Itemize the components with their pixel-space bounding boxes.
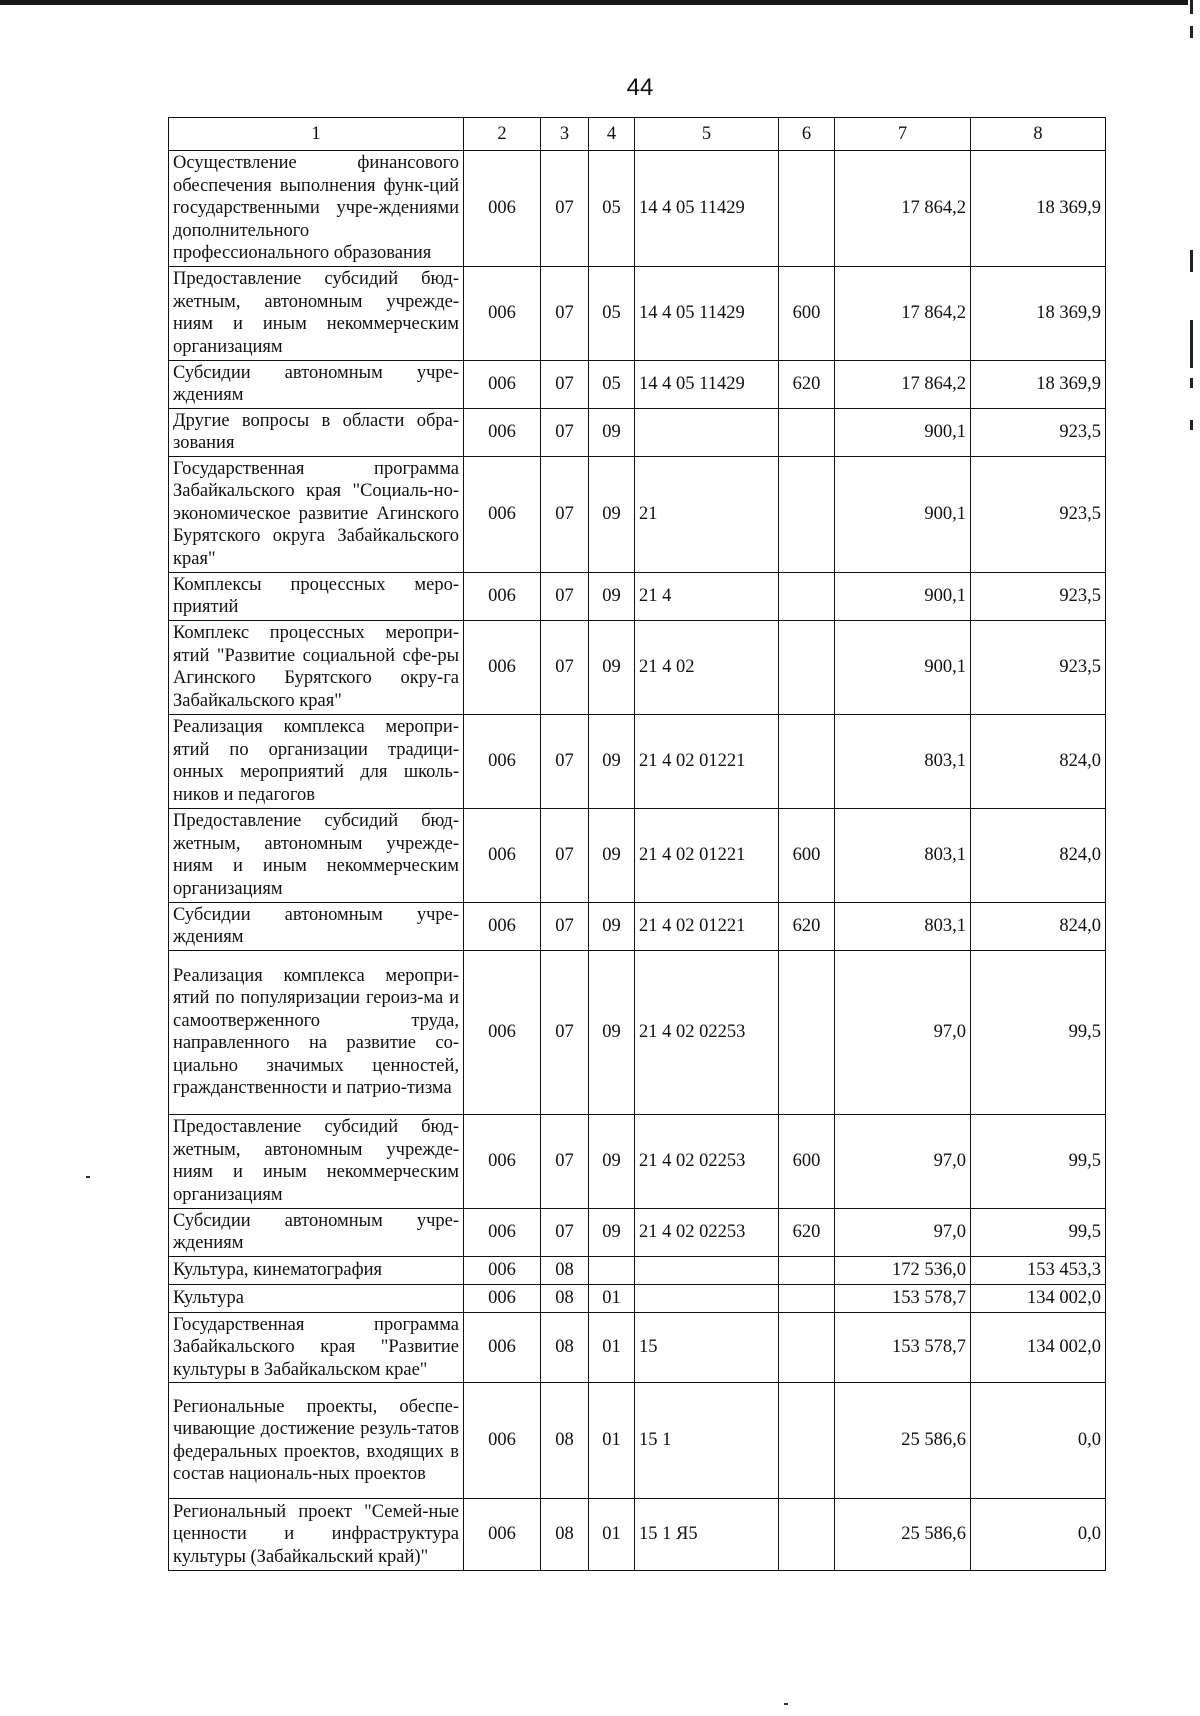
subsection-code: 01: [589, 1383, 635, 1499]
page-number: 44: [626, 74, 654, 101]
target-article-code: 14 4 05 11429: [635, 266, 779, 360]
ministry-code: 006: [464, 808, 541, 902]
expense-type-code: [779, 620, 835, 714]
amount-col-8: 923,5: [971, 456, 1106, 572]
table-row: [169, 1284, 1106, 1312]
row-name: Реализация комплекса меропри-ятий по популяризации героиз-ма и самоотверженного труда, направленного на развитие со-циально значимых ценностей, гражданственности и патрио-тизма: [169, 950, 464, 1114]
table-row: [169, 902, 1106, 950]
expense-type-code: 600: [779, 1114, 835, 1208]
ministry-code: 006: [464, 572, 541, 620]
subsection-code: 01: [589, 1499, 635, 1571]
ministry-code: 006: [464, 1312, 541, 1383]
expense-type-code: [779, 456, 835, 572]
section-code: 07: [541, 572, 589, 620]
amount-col-8: 824,0: [971, 808, 1106, 902]
column-header: 3: [541, 118, 589, 151]
table-row: [169, 950, 1106, 1114]
subsection-code: 09: [589, 1208, 635, 1256]
expense-type-code: 600: [779, 266, 835, 360]
section-code: 07: [541, 620, 589, 714]
expense-type-code: 620: [779, 902, 835, 950]
expense-type-code: 620: [779, 1208, 835, 1256]
section-code: 08: [541, 1284, 589, 1312]
target-article-code: 21 4 02 01221: [635, 902, 779, 950]
table-row: [169, 620, 1106, 714]
target-article-code: 15 1: [635, 1383, 779, 1499]
section-code: 08: [541, 1256, 589, 1284]
amount-col-7: 803,1: [835, 714, 971, 808]
amount-col-7: 900,1: [835, 620, 971, 714]
row-name: Субсидии автономным учре-ждениям: [169, 360, 464, 408]
section-code: 07: [541, 360, 589, 408]
expense-type-code: [779, 151, 835, 267]
section-code: 07: [541, 408, 589, 456]
ministry-code: 006: [464, 151, 541, 267]
amount-col-7: 900,1: [835, 408, 971, 456]
amount-col-8: 923,5: [971, 620, 1106, 714]
amount-col-7: 803,1: [835, 808, 971, 902]
table-row: [169, 572, 1106, 620]
table-row: [169, 1312, 1106, 1383]
expense-type-code: [779, 714, 835, 808]
amount-col-7: 97,0: [835, 1114, 971, 1208]
amount-col-7: 803,1: [835, 902, 971, 950]
subsection-code: [589, 1256, 635, 1284]
amount-col-7: 153 578,7: [835, 1284, 971, 1312]
ministry-code: 006: [464, 950, 541, 1114]
amount-col-8: 18 369,9: [971, 360, 1106, 408]
row-name: Государственная программа Забайкальского края "Развитие культуры в Забайкальском крае": [169, 1312, 464, 1383]
section-code: 07: [541, 151, 589, 267]
section-code: 07: [541, 266, 589, 360]
row-name: Региональные проекты, обеспе-чивающие достижение резуль-татов федеральных проектов, входящих в состав националь-ных проектов: [169, 1383, 464, 1499]
column-header: 4: [589, 118, 635, 151]
row-name: Предоставление субсидий бюд-жетным, автономным учрежде-ниям и иным некоммерческим организациям: [169, 1114, 464, 1208]
ministry-code: 006: [464, 360, 541, 408]
ministry-code: 006: [464, 408, 541, 456]
subsection-code: 05: [589, 266, 635, 360]
section-code: 07: [541, 456, 589, 572]
amount-col-8: 824,0: [971, 714, 1106, 808]
row-name: Предоставление субсидий бюд-жетным, автономным учрежде-ниям и иным некоммерческим организациям: [169, 266, 464, 360]
row-name: Государственная программа Забайкальского края "Социаль-но-экономическое развитие Агинского Бурятского округа Забайкальского края": [169, 456, 464, 572]
table-row: [169, 1256, 1106, 1284]
column-header: 7: [835, 118, 971, 151]
section-code: 08: [541, 1499, 589, 1571]
section-code: 07: [541, 950, 589, 1114]
subsection-code: 09: [589, 902, 635, 950]
table-row: [169, 456, 1106, 572]
amount-col-8: 134 002,0: [971, 1284, 1106, 1312]
amount-col-7: 172 536,0: [835, 1256, 971, 1284]
row-name: Реализация комплекса меропри-ятий по организации традици-онных мероприятий для школь-ников и педагогов: [169, 714, 464, 808]
ministry-code: 006: [464, 1383, 541, 1499]
target-article-code: [635, 408, 779, 456]
expense-type-code: [779, 408, 835, 456]
table-row: [169, 1499, 1106, 1571]
target-article-code: [635, 1256, 779, 1284]
subsection-code: 01: [589, 1312, 635, 1383]
ministry-code: 006: [464, 1284, 541, 1312]
amount-col-8: 99,5: [971, 1208, 1106, 1256]
ministry-code: 006: [464, 714, 541, 808]
ministry-code: 006: [464, 1208, 541, 1256]
column-header: 5: [635, 118, 779, 151]
ministry-code: 006: [464, 1256, 541, 1284]
subsection-code: 05: [589, 360, 635, 408]
amount-col-7: 17 864,2: [835, 266, 971, 360]
row-name: Субсидии автономным учре-ждениям: [169, 1208, 464, 1256]
expense-type-code: 620: [779, 360, 835, 408]
expense-type-code: [779, 1256, 835, 1284]
target-article-code: 21 4 02 02253: [635, 950, 779, 1114]
column-header: 2: [464, 118, 541, 151]
row-name: Культура, кинематография: [169, 1256, 464, 1284]
amount-col-8: 0,0: [971, 1499, 1106, 1571]
amount-col-8: 99,5: [971, 950, 1106, 1114]
row-name: Субсидии автономным учре-ждениям: [169, 902, 464, 950]
ministry-code: 006: [464, 620, 541, 714]
amount-col-7: 900,1: [835, 572, 971, 620]
row-name: Культура: [169, 1284, 464, 1312]
amount-col-8: 0,0: [971, 1383, 1106, 1499]
subsection-code: 09: [589, 620, 635, 714]
table-row: [169, 408, 1106, 456]
amount-col-7: 900,1: [835, 456, 971, 572]
amount-col-8: 824,0: [971, 902, 1106, 950]
amount-col-7: 25 586,6: [835, 1383, 971, 1499]
table-row: [169, 1383, 1106, 1499]
row-name: Комплексы процессных меро-приятий: [169, 572, 464, 620]
amount-col-8: 18 369,9: [971, 151, 1106, 267]
subsection-code: 09: [589, 808, 635, 902]
target-article-code: 21 4 02 02253: [635, 1208, 779, 1256]
column-header: 1: [169, 118, 464, 151]
subsection-code: 09: [589, 714, 635, 808]
subsection-code: 05: [589, 151, 635, 267]
ministry-code: 006: [464, 456, 541, 572]
scan-speck: [784, 1703, 788, 1705]
target-article-code: 21 4 02 01221: [635, 808, 779, 902]
target-article-code: 15 1 Я5: [635, 1499, 779, 1571]
section-code: 08: [541, 1383, 589, 1499]
scan-speck: [86, 1176, 90, 1178]
expense-type-code: [779, 1312, 835, 1383]
table-row: [169, 1114, 1106, 1208]
amount-col-7: 97,0: [835, 1208, 971, 1256]
table-row: [169, 808, 1106, 902]
section-code: 07: [541, 902, 589, 950]
subsection-code: 09: [589, 950, 635, 1114]
table-row: [169, 151, 1106, 267]
section-code: 07: [541, 808, 589, 902]
subsection-code: 01: [589, 1284, 635, 1312]
ministry-code: 006: [464, 1499, 541, 1571]
amount-col-8: 99,5: [971, 1114, 1106, 1208]
amount-col-7: 97,0: [835, 950, 971, 1114]
ministry-code: 006: [464, 902, 541, 950]
amount-col-7: 17 864,2: [835, 151, 971, 267]
target-article-code: 21 4 02 01221: [635, 714, 779, 808]
expense-type-code: [779, 572, 835, 620]
expense-type-code: 600: [779, 808, 835, 902]
scan-right-edge-marks: [1190, 0, 1194, 1716]
target-article-code: [635, 1284, 779, 1312]
expense-type-code: [779, 950, 835, 1114]
table-row: [169, 1208, 1106, 1256]
subsection-code: 09: [589, 456, 635, 572]
subsection-code: 09: [589, 572, 635, 620]
amount-col-7: 153 578,7: [835, 1312, 971, 1383]
expense-type-code: [779, 1383, 835, 1499]
column-header: 8: [971, 118, 1106, 151]
row-name: Предоставление субсидий бюд-жетным, автономным учрежде-ниям и иным некоммерческим организациям: [169, 808, 464, 902]
table-row: [169, 714, 1106, 808]
target-article-code: 15: [635, 1312, 779, 1383]
row-name: Осуществление финансового обеспечения выполнения функ-ций государственными учре-ждениями дополнительного профессионального образования: [169, 151, 464, 267]
amount-col-8: 18 369,9: [971, 266, 1106, 360]
ministry-code: 006: [464, 1114, 541, 1208]
budget-table: [168, 117, 1106, 1571]
subsection-code: 09: [589, 408, 635, 456]
amount-col-7: 25 586,6: [835, 1499, 971, 1571]
ministry-code: 006: [464, 266, 541, 360]
amount-col-7: 17 864,2: [835, 360, 971, 408]
expense-type-code: [779, 1499, 835, 1571]
header-row: [169, 118, 1106, 151]
section-code: 07: [541, 1114, 589, 1208]
section-code: 07: [541, 714, 589, 808]
column-header: 6: [779, 118, 835, 151]
subsection-code: 09: [589, 1114, 635, 1208]
amount-col-8: 923,5: [971, 408, 1106, 456]
scan-top-edge: [0, 0, 1188, 5]
row-name: Региональный проект "Семей-ные ценности и инфраструктура культуры (Забайкальский край)": [169, 1499, 464, 1571]
target-article-code: 21 4 02 02253: [635, 1114, 779, 1208]
target-article-code: 21: [635, 456, 779, 572]
table-row: [169, 360, 1106, 408]
row-name: Комплекс процессных меропри-ятий "Развитие социальной сфе-ры Агинского Бурятского окру-га Забайкальского края": [169, 620, 464, 714]
target-article-code: 14 4 05 11429: [635, 151, 779, 267]
amount-col-8: 923,5: [971, 572, 1106, 620]
expense-type-code: [779, 1284, 835, 1312]
target-article-code: 14 4 05 11429: [635, 360, 779, 408]
section-code: 07: [541, 1208, 589, 1256]
table-row: [169, 266, 1106, 360]
section-code: 08: [541, 1312, 589, 1383]
row-name: Другие вопросы в области обра-зования: [169, 408, 464, 456]
amount-col-8: 153 453,3: [971, 1256, 1106, 1284]
target-article-code: 21 4 02: [635, 620, 779, 714]
target-article-code: 21 4: [635, 572, 779, 620]
amount-col-8: 134 002,0: [971, 1312, 1106, 1383]
